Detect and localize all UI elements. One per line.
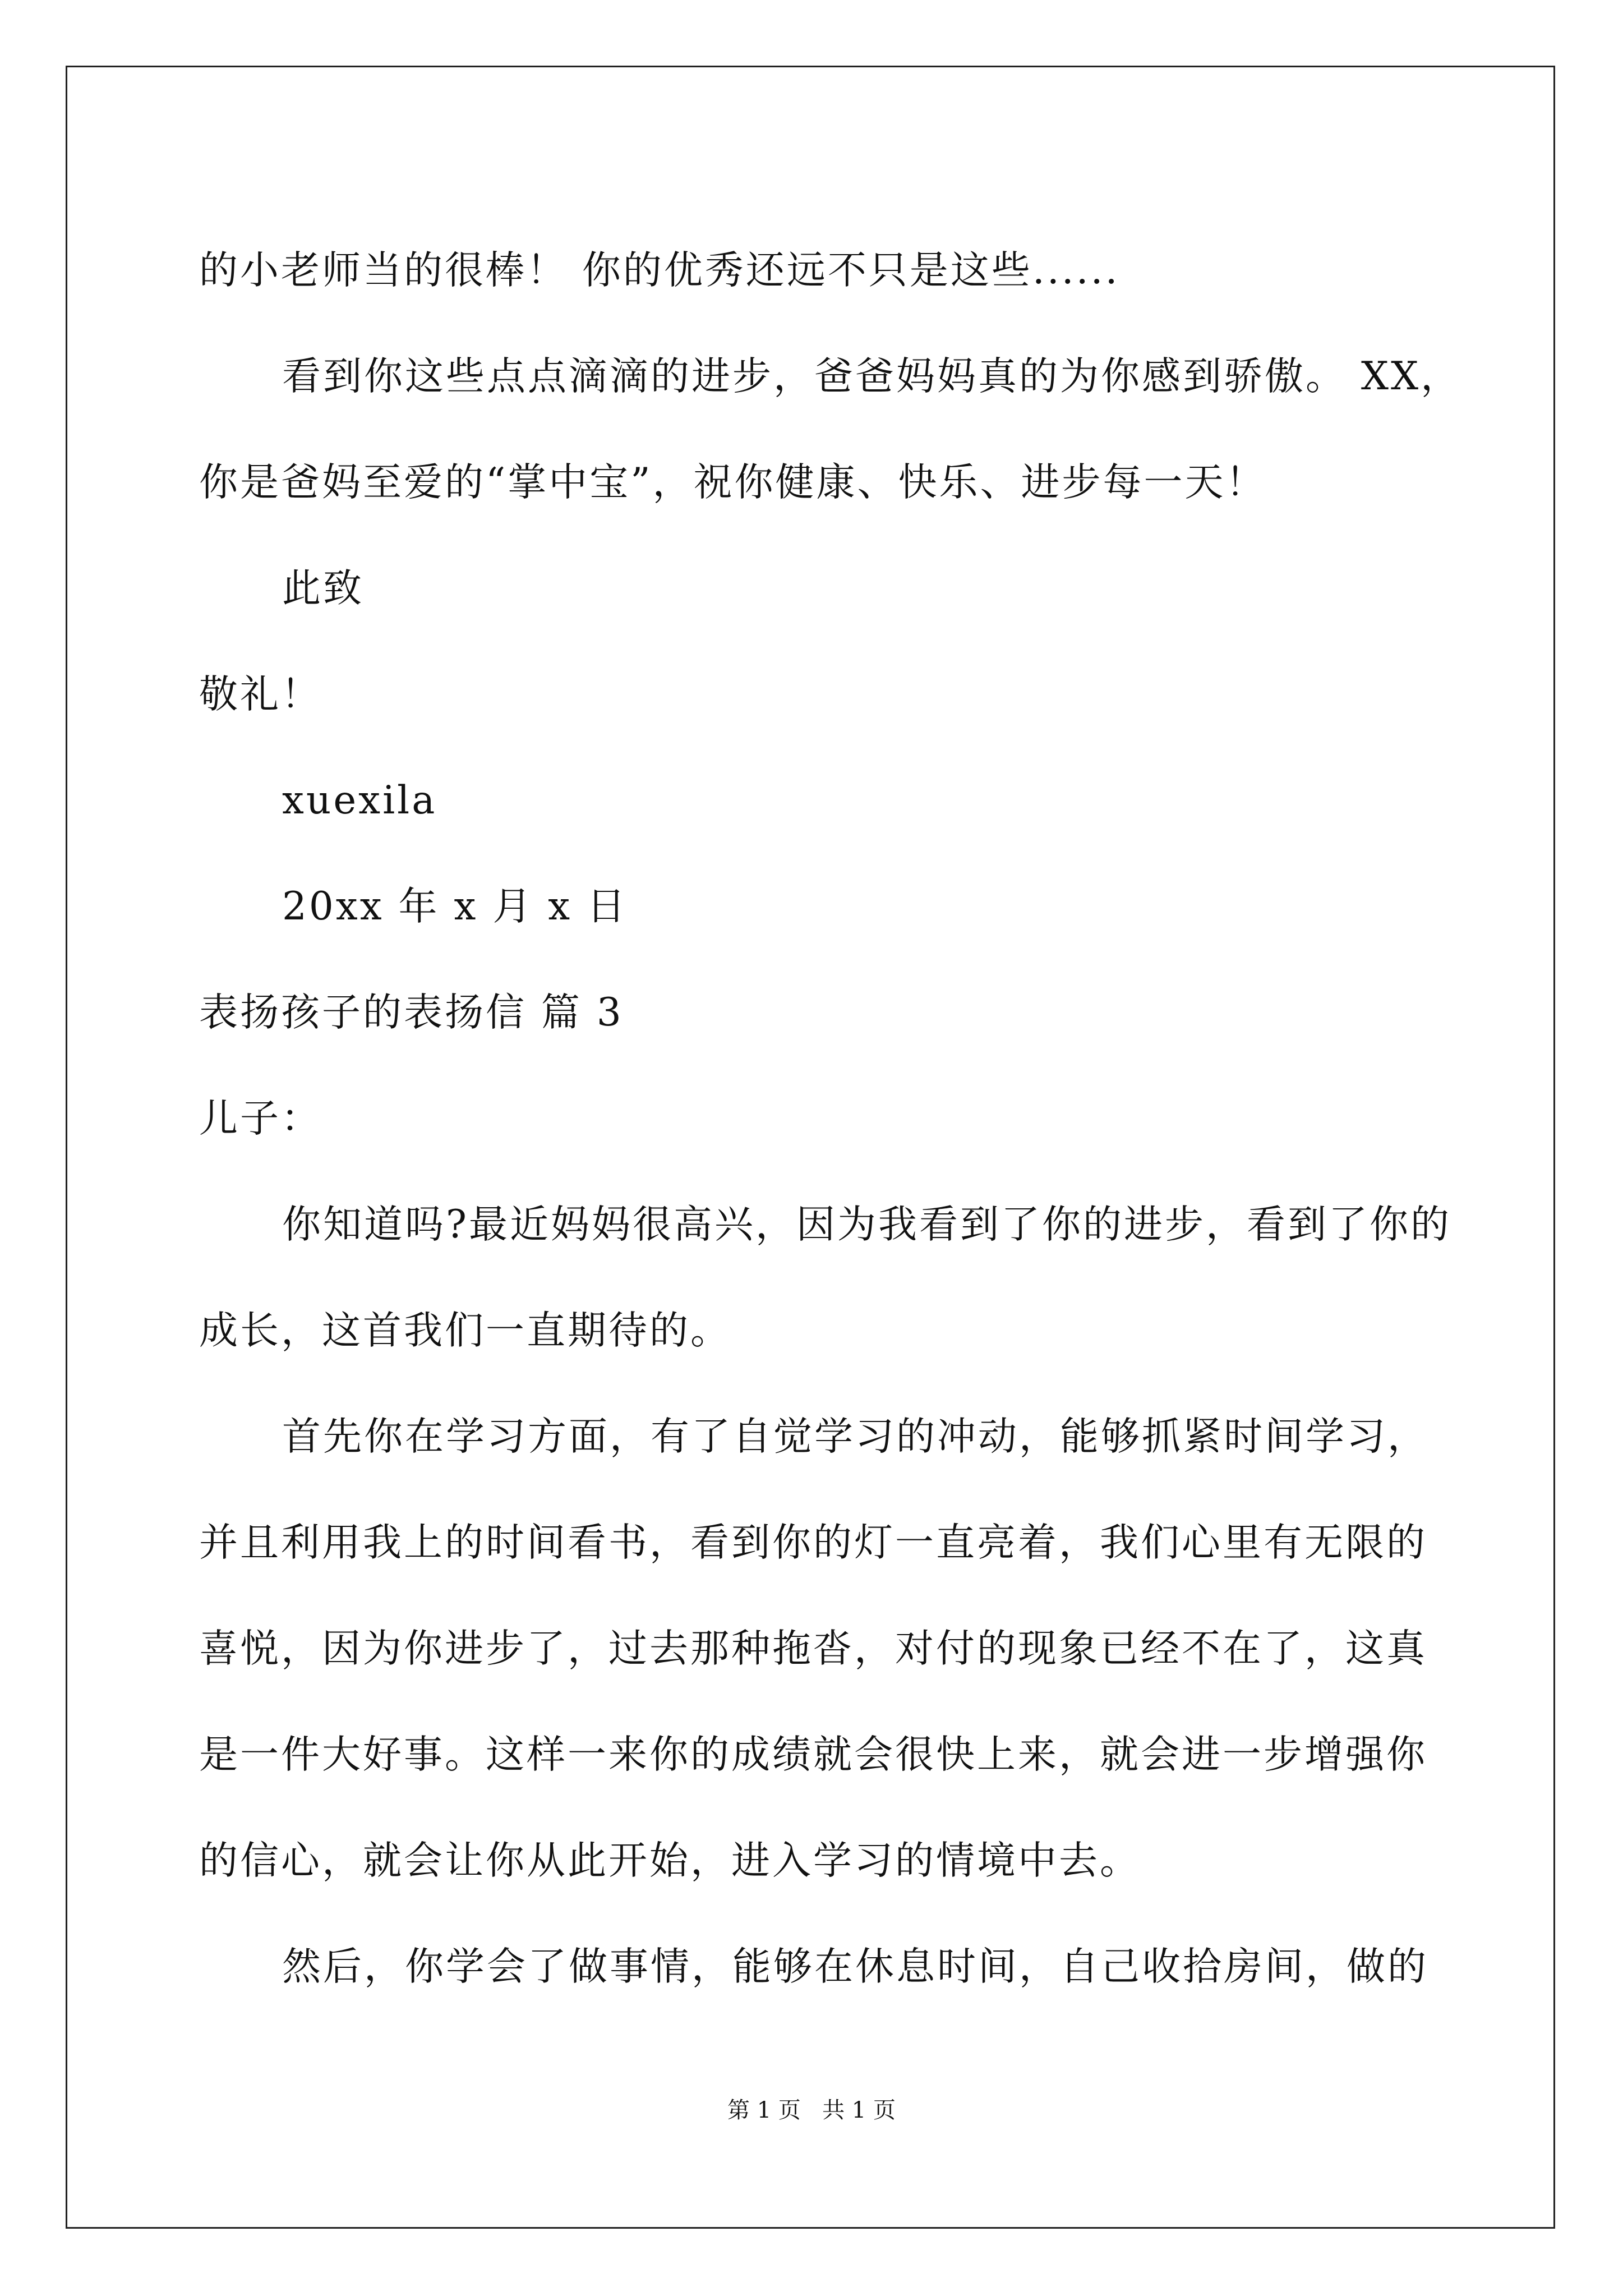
- date-line: 20xx 年 x 月 x 日: [282, 884, 628, 929]
- page-footer: 第 1 页 共 1 页: [727, 2097, 896, 2123]
- text-line: 你知道吗?最近妈妈很高兴，因为我看到了你的进步，看到了你的: [282, 1202, 1451, 1247]
- section-heading: 表扬孩子的表扬信 篇 3: [199, 990, 624, 1035]
- greeting: 儿子：: [199, 1096, 322, 1141]
- signature: xuexila: [282, 778, 437, 823]
- text-line: 然后，你学会了做事情，能够在休息时间，自己收拾房间，做的: [282, 1944, 1428, 1989]
- text-line: 并且利用我上的时间看书，看到你的灯一直亮着，我们心里有无限的: [199, 1520, 1427, 1565]
- closing-salutation: 此致: [282, 566, 364, 611]
- closing-respect: 敬礼！: [199, 672, 322, 717]
- text-line: 首先你在学习方面，有了自觉学习的冲动，能够抓紧时间学习，: [282, 1414, 1428, 1459]
- text-line: 你是爸妈至爱的“掌中宝”，祝你健康、快乐、进步每一天！: [199, 460, 1267, 505]
- text-line: 的小老师当的很棒！ 你的优秀还远不只是这些......: [199, 248, 1120, 293]
- text-line: 的信心，就会让你从此开始，进入学习的情境中去。: [199, 1838, 1141, 1883]
- text-line: 成长，这首我们一直期待的。: [199, 1308, 731, 1353]
- text-line: 喜悦，因为你进步了，过去那种拖沓，对付的现象已经不在了，这真: [199, 1626, 1427, 1671]
- text-line: 是一件大好事。这样一来你的成绩就会很快上来，就会进一步增强你: [199, 1732, 1427, 1777]
- document-body: [199, 218, 1467, 2020]
- text-line: 看到你这些点点滴滴的进步，爸爸妈妈真的为你感到骄傲。 XX，: [282, 354, 1462, 399]
